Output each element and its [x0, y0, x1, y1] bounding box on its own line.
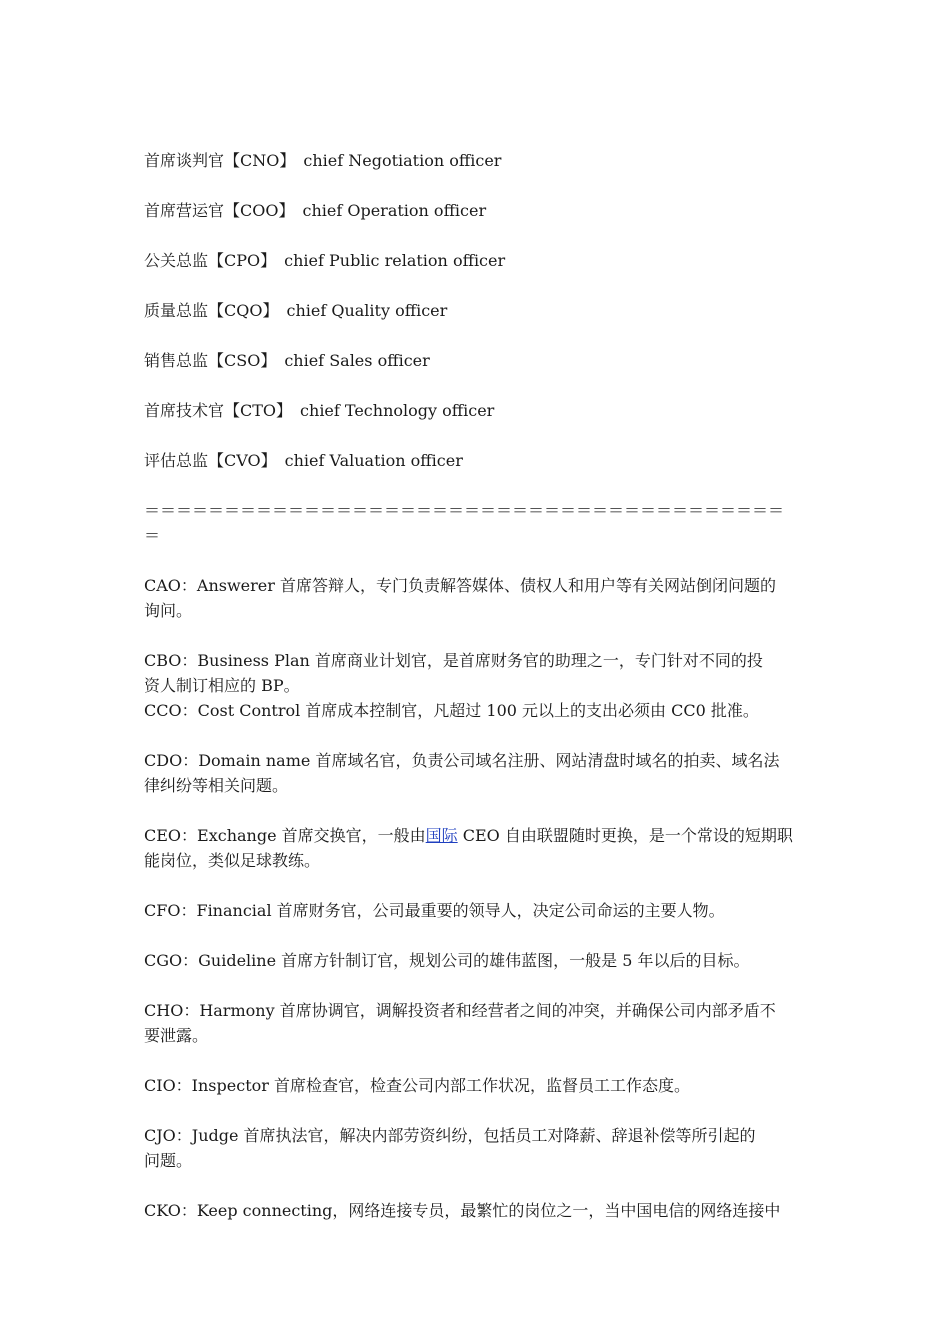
- entry-cco-line1: CCO：Cost Control 首席成本控制官，凡超过 100 元以上的支出必须由 CC0 批准。: [144, 701, 759, 720]
- title-en: chief Public relation officer: [284, 251, 506, 270]
- title-zh: 首席谈判官【CNO】: [144, 151, 296, 170]
- title-cpo: [144, 248, 806, 273]
- title-coo: [144, 198, 806, 223]
- document-body: [144, 148, 806, 1223]
- entry-cho-line1: CHO：Harmony 首席协调官，调解投资者和经营者之间的冲突，并确保公司内部矛盾不: [144, 1001, 776, 1020]
- entry-cjo-line1: CJO：Judge 首席执法官，解决内部劳资纠纷，包括员工对降薪、辞退补偿等所引起的: [144, 1126, 756, 1145]
- entry-ceo-text-pre: CEO：Exchange 首席交换官，一般由: [144, 826, 426, 845]
- title-cso: [144, 348, 806, 373]
- title-cto: [144, 398, 806, 423]
- entry-cho-line2: 要泄露。: [144, 1026, 209, 1045]
- title-en: chief Sales officer: [284, 351, 430, 370]
- entry-cbo-line1: CBO：Business Plan 首席商业计划官，是首席财务官的助理之一，专门针对不同的投: [144, 651, 763, 670]
- title-zh: 质量总监【CQO】: [144, 301, 279, 320]
- title-en: chief Technology officer: [300, 401, 495, 420]
- title-en: chief Negotiation officer: [303, 151, 502, 170]
- separator-line-end: ＝: [144, 526, 161, 545]
- entry-cio-line1: CIO：Inspector 首席检查官，检查公司内部工作状况，监督员工工作态度。: [144, 1076, 690, 1095]
- title-cvo: [144, 448, 806, 473]
- entry-cdo-line2: 律纠纷等相关问题。: [144, 776, 289, 795]
- entry-ceo-text-post: CEO 自由联盟随时更换，是一个常设的短期职: [457, 826, 793, 845]
- link-guoji[interactable]: 国际: [425, 826, 458, 845]
- title-en: chief Operation officer: [302, 201, 487, 220]
- title-zh: 首席技术官【CTO】: [144, 401, 293, 420]
- entry-cjo-line2: 问题。: [144, 1151, 193, 1170]
- entry-cao-line2: 询问。: [144, 601, 193, 620]
- entry-cko-line1: CKO：Keep connecting，网络连接专员，最繁忙的岗位之一，当中国电信的网络连接中: [144, 1201, 781, 1220]
- entry-ceo-line2: 能岗位，类似足球教练。: [144, 851, 321, 870]
- title-cqo: [144, 298, 806, 323]
- entry-cgo-line1: CGO：Guideline 首席方针制订官，规划公司的雄伟蓝图，一般是 5 年以后的目标。: [144, 951, 750, 970]
- title-en: chief Quality officer: [286, 301, 448, 320]
- title-zh: 公关总监【CPO】: [144, 251, 277, 270]
- title-en: chief Valuation officer: [284, 451, 463, 470]
- title-zh: 销售总监【CSO】: [144, 351, 277, 370]
- title-zh: 首席营运官【COO】: [144, 201, 295, 220]
- entry-cbo-line2: 资人制订相应的 BP。: [144, 676, 300, 695]
- title-cno: [144, 148, 806, 173]
- separator-line: ＝＝＝＝＝＝＝＝＝＝＝＝＝＝＝＝＝＝＝＝＝＝＝＝＝＝＝＝＝＝＝＝＝＝＝＝＝＝＝＝: [144, 501, 785, 520]
- entry-ceo-line1: [144, 823, 806, 848]
- entry-cdo-line1: CDO：Domain name 首席域名官，负责公司域名注册、网站清盘时域名的拍卖、域名法: [144, 751, 780, 770]
- title-zh: 评估总监【CVO】: [144, 451, 277, 470]
- entry-cfo-line1: CFO：Financial 首席财务官，公司最重要的领导人，决定公司命运的主要人物。: [144, 901, 725, 920]
- entry-cao-line1: CAO：Answerer 首席答辩人，专门负责解答媒体、债权人和用户等有关网站倒闭问题的: [144, 576, 777, 595]
